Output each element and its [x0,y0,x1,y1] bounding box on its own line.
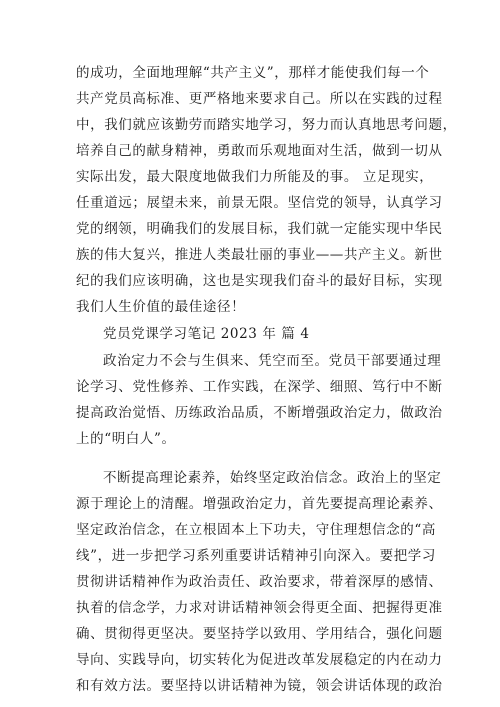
section-title: 党员党课学习笔记 2023 年 篇 4 [103,326,310,342]
para2-line-5: 贯彻讲话精神作为政治责任、政治要求，带着深厚的感情、 [76,574,443,590]
para1-line-3: 提高政治觉悟、历练政治品质，不断增强政治定力，做政治 [76,405,443,421]
para2-line-9: 和有效方法。要坚持以讲话精神为镜，领会讲话体现的政治 [76,678,443,694]
para2-line-2: 源于理论上的清醒。增强政治定力，首先要提高理论素养、 [76,496,443,512]
para2-line-4: 线”，进一步把学习系列重要讲话精神引向深入。要把学习 [76,548,437,564]
para1-line-1: 政治定力不会与生俱来、凭空而至。党员干部要通过理 [103,353,442,369]
para2-line-6: 执着的信念学，力求对讲话精神领会得更全面、把握得更准 [76,600,443,616]
intro-line-7: 党的纲领，明确我们的发展目标，我们就一定能实现中华民 [76,221,443,237]
intro-line-10: 我们人生价值的最佳途径！ [76,299,246,315]
intro-line-9: 纪的我们应该明确，这也是实现我们奋斗的最好目标，实现 [76,273,443,289]
intro-line-5: 实际出发，最大限度地做我们力所能及的事。 立足现实， [76,169,434,185]
intro-line-6: 任重道远；展望未来，前景无限。坚信党的领导，认真学习 [76,195,443,211]
para2-line-1: 不断提高理论素养，始终坚定政治信念。政治上的坚定 [103,470,442,486]
para2-line-3: 坚定政治信念，在立根固本上下功夫，守住理想信念的“高 [76,522,437,538]
intro-line-3: 中，我们就应该勤劳而踏实地学习，努力而认真地思考问题， [76,117,457,133]
para1-line-2: 论学习、党性修养、工作实践，在深学、细照、笃行中不断 [76,379,443,395]
para2-line-8: 导向、实践导向，切实转化为促进改革发展稳定的内在动力 [76,652,443,668]
intro-line-1: 的成功，全面地理解“共产主义”，那样才能使我们每一个 [76,65,430,81]
intro-line-8: 族的伟大复兴，推进人类最壮丽的事业——共产主义。新世 [76,247,443,263]
para1-line-4: 上的“明白人”。 [76,431,176,447]
para2-line-7: 确、贯彻得更坚决。要坚持学以致用、学用结合，强化问题 [76,626,443,642]
intro-line-4: 培养自己的献身精神，勇敢而乐观地面对生活，做到一切从 [76,143,443,159]
intro-line-2: 共产党员高标准、更严格地来要求自己。所以在实践的过程 [76,91,443,107]
